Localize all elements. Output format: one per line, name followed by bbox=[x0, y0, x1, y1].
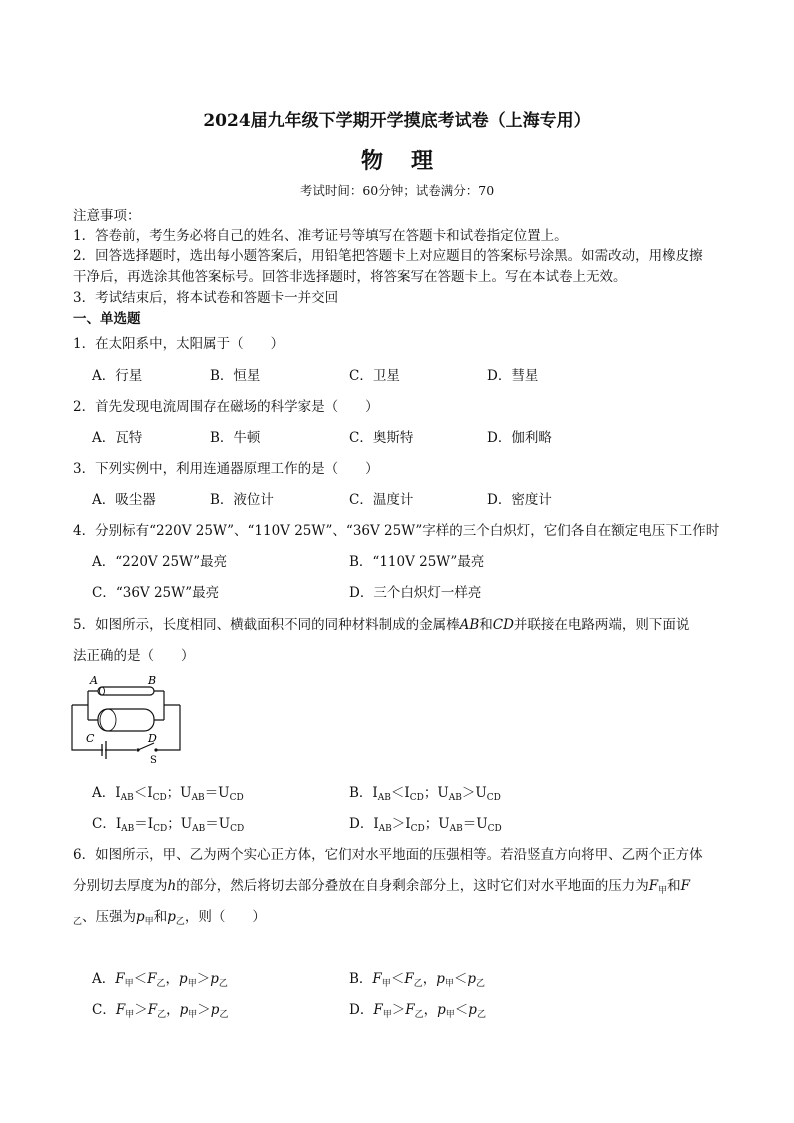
question-2-stem: 2．首先发现电流周围存在磁场的科学家是（ ） bbox=[73, 399, 379, 415]
question-1-stem: 1．在太阳系中，太阳属于（ ） bbox=[73, 336, 285, 352]
question-3-stem: 3．下列实例中，利用连通器原理工作的是（ ） bbox=[73, 461, 379, 477]
q6d-r3: ＜ bbox=[454, 1002, 469, 1018]
q6a-s1: 甲 bbox=[124, 979, 134, 989]
q6c-p2: p bbox=[210, 1002, 220, 1018]
q6d-lab: D． bbox=[349, 1002, 374, 1018]
q6a-r3: ＞ bbox=[196, 971, 211, 987]
q5-stem-part1: 5．如图所示，长度相同、横截面积不同的同种材料制成的金属棒 bbox=[73, 617, 460, 633]
q5a-sub1: AB bbox=[120, 793, 134, 803]
q6-he2: 和 bbox=[153, 909, 168, 925]
q6c-r1: ＞ bbox=[134, 1002, 148, 1018]
q5b-sub3: AB bbox=[448, 793, 462, 803]
q5d-m3: ＝U bbox=[462, 816, 488, 832]
q5d-m1: ＞I bbox=[391, 816, 411, 832]
question-4-stem: 4．分别标有“220V 25W”、“110V 25W”、“36V 25W”字样的三个白炽灯，它们各自在额定电压下工作时 bbox=[73, 523, 720, 539]
q6c-s1: 甲 bbox=[125, 1010, 135, 1020]
q6c-r2: ， bbox=[166, 1002, 180, 1018]
q5-option-b bbox=[349, 781, 501, 803]
question-5-stem-line1 bbox=[73, 613, 689, 633]
label-d: D bbox=[148, 732, 157, 745]
q6b-s4: 乙 bbox=[476, 979, 486, 989]
question-6-line2 bbox=[73, 874, 690, 896]
q4-option-d: D．三个白炽灯一样亮 bbox=[349, 585, 482, 601]
q5c-sub4: CD bbox=[230, 824, 245, 834]
label-b: B bbox=[148, 674, 157, 687]
q6a-s4: 乙 bbox=[218, 979, 228, 989]
q5-option-a bbox=[92, 781, 244, 803]
q6d-s3: 甲 bbox=[445, 1010, 455, 1020]
q6-l2b: 的部分，然后将切去部分叠放在自身剩余部分上，这时它们对水平地面的压力为 bbox=[176, 878, 649, 894]
q5d-m2: ；U bbox=[424, 816, 450, 832]
q5a-sub2: CD bbox=[152, 793, 167, 803]
label-a: A bbox=[90, 674, 98, 687]
note-2a: 2．回答选择题时，选出每小题答案后，用铅笔把答题卡上对应题目的答案标号涂黑。如需改动，用橡皮擦 bbox=[73, 248, 703, 264]
q6b-F1: F bbox=[372, 971, 382, 987]
q5a-m3: ＝U bbox=[204, 785, 230, 801]
q5-option-c bbox=[92, 812, 244, 834]
q5a-sub4: CD bbox=[229, 793, 244, 803]
q5c-label: C．I bbox=[92, 816, 122, 832]
q6b-lab: B． bbox=[349, 971, 373, 987]
question-6-line3 bbox=[73, 905, 266, 927]
q6b-p1: p bbox=[436, 971, 445, 987]
q6-p-yi: p bbox=[167, 909, 176, 925]
q6-option-d bbox=[349, 998, 486, 1020]
q3-option-d: D．密度计 bbox=[487, 492, 552, 508]
q6c-F1: F bbox=[115, 1002, 126, 1018]
q6c-s4: 乙 bbox=[219, 1010, 229, 1020]
q6d-r1: ＞ bbox=[391, 1002, 406, 1018]
q6d-p1: p bbox=[437, 1002, 446, 1018]
q5c-sub2: CD bbox=[153, 824, 168, 834]
q5a-label: A．I bbox=[92, 785, 121, 801]
q1-option-b: B．恒星 bbox=[210, 368, 261, 384]
q2-option-b: B．牛顿 bbox=[210, 430, 261, 446]
q5-option-d bbox=[349, 812, 502, 834]
q5b-sub4: CD bbox=[486, 793, 501, 803]
q3-option-a: A．吸尘器 bbox=[92, 492, 156, 508]
q5b-m2: ；U bbox=[423, 785, 449, 801]
q6-F-jia: F bbox=[648, 878, 659, 894]
q6d-s2: 乙 bbox=[414, 1010, 424, 1020]
note-2b: 干净后，再选涂其他答案标号。回答非选择题时，将答案写在答题卡上。写在本试卷上无效。 bbox=[73, 269, 627, 285]
notes-heading: 注意事项： bbox=[73, 208, 141, 224]
q5b-m1: ＜I bbox=[390, 785, 410, 801]
q6b-F2: F bbox=[404, 971, 414, 987]
q6-F-yi: F bbox=[680, 878, 690, 894]
q4-option-b: B．“110V 25W”最亮 bbox=[349, 554, 485, 570]
q5d-sub1: AB bbox=[378, 824, 392, 834]
q6a-p2: p bbox=[210, 971, 219, 987]
q6b-s1: 甲 bbox=[381, 979, 391, 989]
q6-h: h bbox=[167, 878, 177, 894]
q5c-m2: ；U bbox=[167, 816, 193, 832]
q5d-sub3: AB bbox=[449, 824, 463, 834]
label-s: S bbox=[150, 755, 157, 765]
q6c-lab: C． bbox=[92, 1002, 116, 1018]
q6a-F2: F bbox=[147, 971, 157, 987]
q6c-s3: 甲 bbox=[188, 1010, 198, 1020]
switch-contact bbox=[154, 748, 157, 751]
q6a-r1: ＜ bbox=[133, 971, 148, 987]
q6-option-b bbox=[349, 967, 485, 989]
q5d-sub4: CD bbox=[487, 824, 502, 834]
section-single-choice: 一、单选题 bbox=[73, 311, 141, 327]
q6-l3a: 、压强为 bbox=[82, 909, 137, 925]
q6d-F1: F bbox=[373, 1002, 383, 1018]
exam-title: 2024届九年级下学期开学摸底考试卷（上海专用） bbox=[203, 111, 591, 131]
q6b-r1: ＜ bbox=[390, 971, 405, 987]
q6d-s1: 甲 bbox=[382, 1010, 392, 1020]
subject-title: 物理 bbox=[360, 148, 461, 174]
q3-option-c: C．温度计 bbox=[349, 492, 414, 508]
note-3: 3．考试结束后，将本试卷和答题卡一并交回 bbox=[73, 290, 339, 306]
q1-option-c: C．卫星 bbox=[349, 368, 400, 384]
q5c-m1: ＝I bbox=[134, 816, 154, 832]
q2-option-a: A．瓦特 bbox=[92, 430, 143, 446]
q4-option-a: A．“220V 25W”最亮 bbox=[92, 554, 228, 570]
q5b-sub2: CD bbox=[409, 793, 424, 803]
circuit-wire-right bbox=[156, 705, 180, 750]
q5c-sub1: AB bbox=[121, 824, 135, 834]
q6a-F1: F bbox=[115, 971, 125, 987]
q6c-r3: ＞ bbox=[197, 1002, 211, 1018]
q6d-F2: F bbox=[405, 1002, 415, 1018]
rod-cd bbox=[98, 709, 154, 731]
q6a-s3: 甲 bbox=[187, 979, 197, 989]
q6b-s3: 甲 bbox=[444, 979, 454, 989]
q6a-s2: 乙 bbox=[156, 979, 166, 989]
q6-sub-pyi: 乙 bbox=[175, 917, 185, 927]
q5c-m3: ＝U bbox=[205, 816, 231, 832]
q6c-F2: F bbox=[147, 1002, 158, 1018]
q6-p-jia: p bbox=[136, 909, 145, 925]
q3-option-b: B．液位计 bbox=[210, 492, 274, 508]
q6d-p2: p bbox=[468, 1002, 477, 1018]
q6a-p1: p bbox=[179, 971, 188, 987]
q6-l3b: ，则（ ） bbox=[184, 909, 266, 925]
q5d-sub2: CD bbox=[410, 824, 425, 834]
note-1: 1．答卷前，考生务必将自己的姓名、准考证号等填写在答题卡和试卷指定位置上。 bbox=[73, 228, 568, 244]
q6b-r3: ＜ bbox=[453, 971, 468, 987]
q6d-s4: 乙 bbox=[476, 1010, 486, 1020]
q6-option-c bbox=[92, 998, 228, 1020]
q6a-lab: A． bbox=[92, 971, 116, 987]
q6a-r2: ， bbox=[165, 971, 180, 987]
q6-l2a: 分别切去厚度为 bbox=[73, 878, 168, 894]
q5-circuit-diagram bbox=[68, 670, 188, 765]
q6d-r2: ， bbox=[423, 1002, 438, 1018]
q6c-p1: p bbox=[179, 1002, 189, 1018]
question-5-stem-line2: 法正确的是（ ） bbox=[73, 648, 195, 664]
q5c-sub3: AB bbox=[192, 824, 206, 834]
battery-gap bbox=[103, 740, 105, 760]
q4-option-c: C．“36V 25W”最亮 bbox=[92, 585, 220, 601]
q5a-m1: ＜I bbox=[133, 785, 153, 801]
rod-ab bbox=[98, 687, 154, 695]
q6b-s2: 乙 bbox=[413, 979, 423, 989]
q5-rod-ab: AB bbox=[459, 617, 480, 633]
q6b-p2: p bbox=[467, 971, 477, 987]
q5b-label: B．I bbox=[349, 785, 378, 801]
q6b-r2: ， bbox=[422, 971, 437, 987]
q5a-m2: ；U bbox=[166, 785, 192, 801]
question-6-line1: 6．如图所示，甲、乙为两个实心正方体，它们对水平地面的压强相等。若沿竖直方向将甲、乙两个正方体 bbox=[73, 847, 703, 863]
q1-option-d: D．彗星 bbox=[487, 368, 539, 384]
q5-stem-part2: 并联接在电路两端，则下面说 bbox=[513, 617, 690, 633]
q5d-label: D．I bbox=[349, 816, 379, 832]
q6-he: 和 bbox=[667, 878, 681, 894]
q2-option-d: D．伽利略 bbox=[487, 430, 552, 446]
q5-rod-cd: CD bbox=[492, 617, 514, 633]
q6-sub-pjia: 甲 bbox=[144, 917, 154, 927]
q6-sub-yi: 乙 bbox=[73, 917, 83, 927]
q6c-s2: 乙 bbox=[157, 1010, 167, 1020]
q5b-sub1: AB bbox=[377, 793, 391, 803]
q6-sub-jia: 甲 bbox=[658, 886, 668, 896]
q2-option-c: C．奥斯特 bbox=[349, 430, 414, 446]
q5-and: 和 bbox=[479, 617, 493, 633]
q5b-m3: ＞U bbox=[461, 785, 487, 801]
label-c: C bbox=[86, 732, 95, 745]
q1-option-a: A．行星 bbox=[92, 368, 143, 384]
q5a-sub3: AB bbox=[191, 793, 205, 803]
q6-option-a bbox=[92, 967, 228, 989]
exam-info: 考试时间：60分钟；试卷满分：70 bbox=[299, 183, 495, 198]
